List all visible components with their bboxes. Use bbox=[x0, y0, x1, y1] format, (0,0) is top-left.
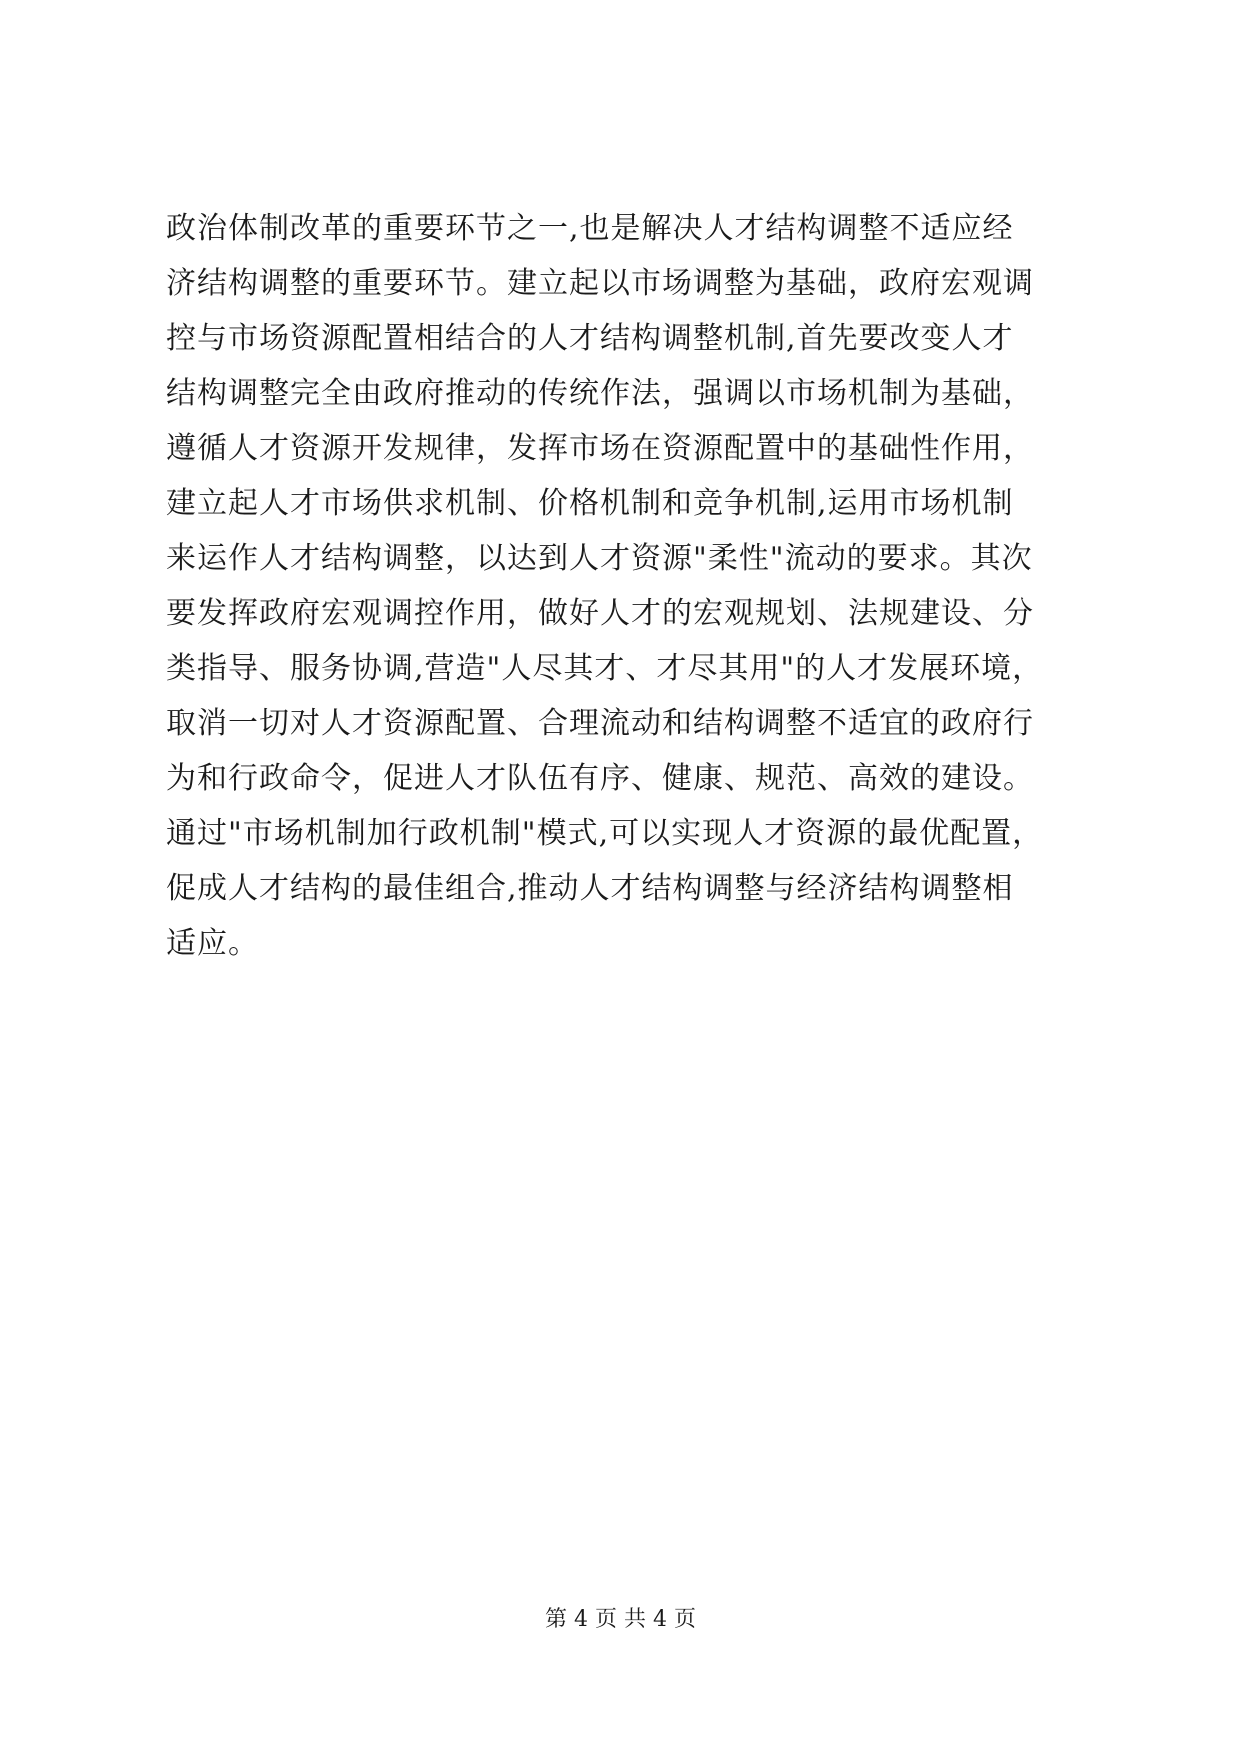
text-line-6: 建立起人才市场供求机制、价格机制和竞争机制,运用市场机制 bbox=[166, 486, 1014, 521]
text-line-9: 类指导、服务协调,营造"人尽其才、才尽其用"的人才发展环境， bbox=[166, 651, 1044, 686]
text-line-11: 为和行政命令，促进人才队伍有序、健康、规范、高效的建设。 bbox=[166, 761, 1034, 796]
text-line-1: 政治体制改革的重要环节之一,也是解决人才结构调整不适应经 bbox=[166, 211, 1014, 246]
text-line-5: 遵循人才资源开发规律，发挥市场在资源配置中的基础性作用， bbox=[166, 431, 1034, 466]
text-line-14: 适应。 bbox=[166, 926, 259, 961]
text-line-4: 结构调整完全由政府推动的传统作法，强调以市场机制为基础， bbox=[166, 376, 1034, 411]
text-line-12: 通过"市场机制加行政机制"模式,可以实现人才资源的最优配置， bbox=[166, 816, 1044, 851]
text-line-7: 来运作人才结构调整，以达到人才资源"柔性"流动的要求。其次 bbox=[166, 541, 1033, 576]
page-number-label: 第 4 页 共 4 页 bbox=[545, 1607, 696, 1632]
body-paragraph bbox=[166, 201, 1096, 971]
text-line-8: 要发挥政府宏观调控作用，做好人才的宏观规划、法规建设、分 bbox=[166, 596, 1034, 631]
page-footer bbox=[0, 1604, 1241, 1636]
text-line-2: 济结构调整的重要环节。建立起以市场调整为基础，政府宏观调 bbox=[166, 266, 1034, 301]
text-line-13: 促成人才结构的最佳组合,推动人才结构调整与经济结构调整相 bbox=[166, 871, 1014, 906]
text-line-3: 控与市场资源配置相结合的人才结构调整机制,首先要改变人才 bbox=[166, 321, 1014, 356]
text-line-10: 取消一切对人才资源配置、合理流动和结构调整不适宜的政府行 bbox=[166, 706, 1034, 741]
